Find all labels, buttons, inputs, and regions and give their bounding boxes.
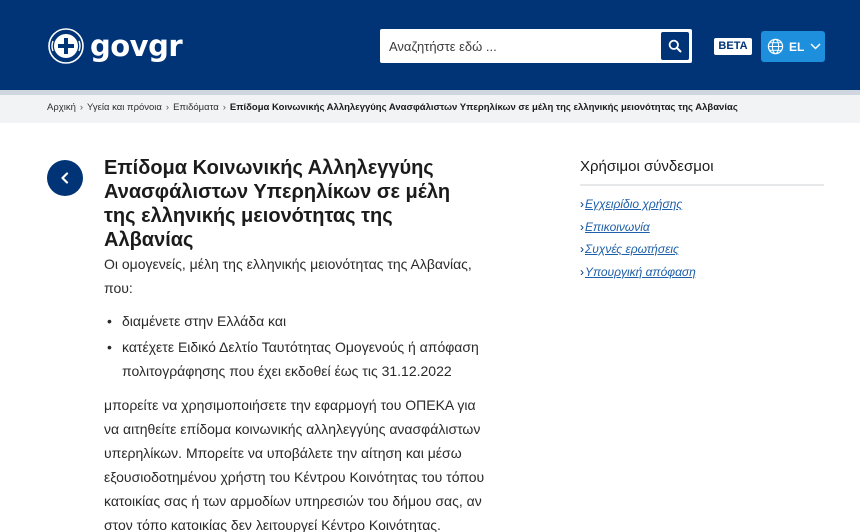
link-arrow-icon: ›: [580, 197, 584, 211]
body-paragraph: μπορείτε να χρησιμοποιήσετε την εφαρμογή του ΟΠΕΚΑ για να αιτηθείτε επίδομα κοινωνικής αλληλεγγύης ανασφάλιστων υπερηλίκων. Μπορείτε να υποβάλετε την αίτηση και μέσω εξουσιοδοτημένου χρήστη του Κέντρου Κοινότητας του τόπου κατοικίας σας ή των αρμοδίων υπηρεσιών του δήμου σας, αν στον τόπο κατοικίας δεν λειτουργεί Κέντρο Κοινότητας.: [104, 397, 485, 532]
link-faq[interactable]: Συχνές ερωτήσεις: [585, 242, 679, 256]
search-input[interactable]: [380, 29, 658, 63]
search-button[interactable]: [661, 32, 689, 60]
link-contact[interactable]: Επικοινωνία: [585, 219, 650, 234]
list-item: • διαμένετε στην Ελλάδα και: [122, 309, 489, 333]
useful-links-list: [580, 193, 696, 283]
chevron-down-icon: [810, 43, 821, 50]
beta-badge: BETA: [714, 38, 752, 55]
link-ministerial-decision[interactable]: Υπουργική απόφαση: [585, 264, 696, 279]
language-selector[interactable]: [761, 31, 825, 62]
back-button[interactable]: [47, 160, 83, 196]
useful-link-item: [580, 193, 696, 216]
intro-paragraph: Οι ομογενείς, μέλη της ελληνικής μειονότητας της Αλβανίας, που:: [104, 256, 472, 296]
useful-links-divider: [580, 184, 824, 186]
list-item: • κατέχετε Ειδικό Δελτίο Ταυτότητας Ομογενούς ή απόφαση πολιτογράφησης που έχει εκδοθεί έως τις 31.12.2022: [122, 335, 489, 383]
useful-link-item: [580, 261, 696, 284]
site-header: [0, 0, 860, 90]
breadcrumb-item-home[interactable]: Αρχική: [47, 102, 76, 113]
greek-emblem-icon: [48, 28, 84, 64]
main-content: [104, 252, 489, 532]
link-user-manual[interactable]: Εγχειρίδιο χρήσης: [585, 197, 683, 211]
useful-links-title: Χρήσιμοι σύνδεσμοι: [580, 158, 714, 175]
eligibility-list: [104, 309, 489, 383]
search-icon: [668, 39, 682, 53]
breadcrumb-item-health[interactable]: Υγεία και πρόνοια: [87, 102, 162, 113]
breadcrumb-separator-icon: ›: [165, 102, 170, 113]
breadcrumb-current: Επίδομα Κοινωνικής Αλληλεγγύης Ανασφάλιστων Υπερηλίκων σε μέλη της ελληνικής μειονότητας της Αλβανίας: [229, 102, 738, 113]
useful-link-item: [580, 216, 696, 239]
breadcrumb-separator-icon: ›: [222, 102, 226, 113]
link-arrow-icon: ›: [580, 219, 584, 234]
globe-icon: [767, 38, 784, 55]
language-label: EL: [789, 39, 805, 54]
govgr-logo[interactable]: [48, 28, 182, 64]
link-arrow-icon: ›: [580, 264, 584, 279]
page-title: Επίδομα Κοινωνικής Αλληλεγγύης Ανασφάλιστων Υπερηλίκων σε μέλη της ελληνικής μειονότητας της Αλβανίας: [104, 157, 451, 251]
link-arrow-icon: ›: [580, 242, 584, 256]
breadcrumb: [47, 102, 738, 113]
breadcrumb-item-benefits[interactable]: Επιδόματα: [173, 102, 219, 113]
logo-text: govgr: [90, 29, 183, 63]
chevron-left-icon: [59, 172, 71, 184]
useful-link-item: [580, 238, 696, 261]
breadcrumb-separator-icon: ›: [79, 102, 84, 113]
search-box: [380, 29, 692, 63]
